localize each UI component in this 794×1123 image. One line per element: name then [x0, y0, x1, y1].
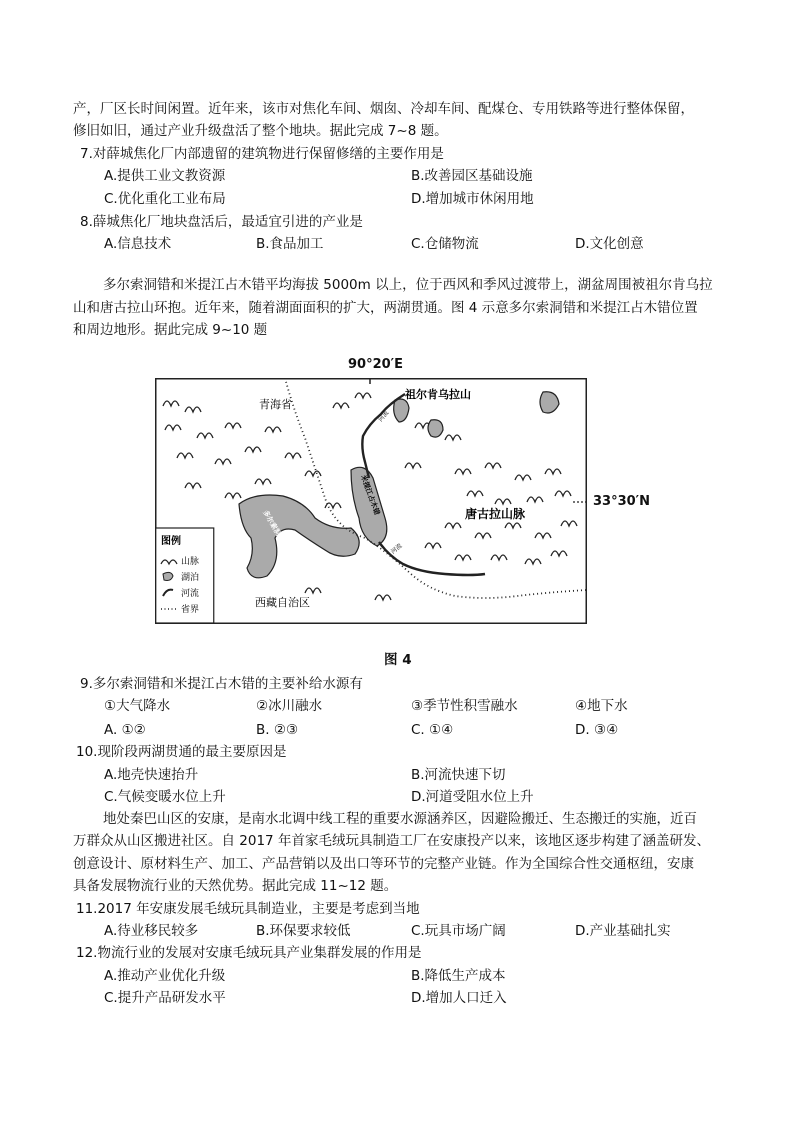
option-c[interactable]: C. ①④: [411, 722, 454, 738]
latitude-label: 33°30′N: [593, 494, 650, 509]
option-a[interactable]: A.待业移民较多: [104, 923, 199, 939]
option-b[interactable]: B.食品加工: [256, 236, 324, 252]
legend-label: 山脉: [181, 557, 200, 567]
option-a[interactable]: A.推动产业优化升级: [104, 968, 226, 984]
legend-title: 图例: [161, 536, 181, 547]
option-c[interactable]: C.气候变暖水位上升: [104, 789, 226, 805]
option-a[interactable]: A. ①②: [104, 722, 146, 738]
option-d[interactable]: D.增加人口迁入: [411, 990, 507, 1006]
passage-line: 万群众从山区搬进社区。自 2017 年首家毛绒玩具制造工厂在安康投产以来，该地区逐步构建了涵盖研发、: [73, 833, 710, 849]
question-stem: 9.多尔索洞错和米提江占木错的主要补给水源有: [80, 676, 363, 692]
mountain-label: 祖尔肯乌拉山: [405, 388, 471, 401]
passage-line: 产，厂区长时间闲置。近年来，该市对焦化车间、烟囱、冷却车间、配煤仓、专用铁路等进行整体保留，: [73, 101, 694, 117]
question-stem: 10.现阶段两湖贯通的最主要原因是: [76, 744, 287, 760]
option-b[interactable]: B.环保要求较低: [256, 923, 351, 939]
option-b[interactable]: B.改善园区基础设施: [411, 168, 533, 184]
river-label: 河流: [389, 542, 404, 556]
statement-item: ③季节性积雪融水: [411, 698, 518, 714]
option-b[interactable]: B.河流快速下切: [411, 767, 506, 783]
option-a[interactable]: A.信息技术: [104, 236, 172, 252]
statement-item: ④地下水: [575, 698, 628, 714]
statement-item: ②冰川融水: [256, 698, 323, 714]
lake-label: 米提江占木错: [359, 473, 382, 517]
option-c[interactable]: C.仓储物流: [411, 236, 479, 252]
legend-label: 省界: [181, 605, 200, 615]
statement-item: ①大气降水: [104, 698, 171, 714]
question-stem: 12.物流行业的发展对安康毛绒玩具产业集群发展的作用是: [76, 945, 422, 961]
option-d[interactable]: D.河道受阻水位上升: [411, 789, 534, 805]
topographic-map: [155, 378, 587, 624]
passage-line: 和周边地形。据此完成 9~10 题: [73, 322, 268, 338]
mountain-label: 唐古拉山脉: [465, 507, 526, 521]
province-label: 西藏自治区: [255, 596, 310, 609]
passage-line: 修旧如旧，通过产业升级盘活了整个地块。据此完成 7~8 题。: [73, 123, 448, 139]
legend-label: 河流: [181, 589, 200, 599]
legend-label: 湖泊: [181, 573, 200, 583]
passage-line: 创意设计、原材料生产、加工、产品营销以及出口等环节的完整产业链。作为全国综合性交通枢纽，安康: [73, 856, 694, 872]
option-a[interactable]: A.提供工业文教资源: [104, 168, 226, 184]
legend-lake-icon: [163, 572, 173, 580]
question-stem: 11.2017 年安康发展毛绒玩具制造业，主要是考虑到当地: [76, 901, 420, 917]
option-c[interactable]: C.优化重化工业布局: [104, 191, 226, 207]
option-a[interactable]: A.地壳快速抬升: [104, 767, 199, 783]
map-legend: [156, 528, 214, 623]
option-c[interactable]: C.提升产品研发水平: [104, 990, 226, 1006]
passage-line: 多尔索洞错和米提江占木错平均海拔 5000m 以上，位于西风和季风过渡带上，湖盆周围被祖尔肯乌拉: [103, 277, 713, 293]
option-d[interactable]: D.产业基础扎实: [575, 923, 671, 939]
passage-line: 地处秦巴山区的安康，是南水北调中线工程的重要水源涵养区，因避险搬迁、生态搬迁的实施，近百: [103, 811, 697, 827]
passage-line: 具备发展物流行业的天然优势。据此完成 11~12 题。: [73, 878, 398, 894]
river-label: 河流: [377, 409, 391, 424]
question-stem: 7.对薛城焦化厂内部遗留的建筑物进行保留修缮的主要作用是: [80, 146, 444, 162]
longitude-label: 90°20′E: [348, 357, 403, 372]
question-stem: 8.薛城焦化厂地块盘活后，最适宜引进的产业是: [80, 214, 363, 230]
option-d[interactable]: D.增加城市休闲用地: [411, 191, 534, 207]
option-c[interactable]: C.玩具市场广阔: [411, 923, 506, 939]
passage-line: 山和唐古拉山环抱。近年来，随着湖面面积的扩大，两湖贯通。图 4 示意多尔索洞错和米提江占木错位置: [73, 300, 698, 316]
option-d[interactable]: D. ③④: [575, 722, 619, 738]
province-label: 青海省: [259, 398, 292, 411]
lake-label: 多尔索洞错: [261, 509, 286, 544]
figure-caption: 图 4: [384, 652, 412, 668]
option-b[interactable]: B. ②③: [256, 722, 299, 738]
option-d[interactable]: D.文化创意: [575, 236, 644, 252]
option-b[interactable]: B.降低生产成本: [411, 968, 506, 984]
